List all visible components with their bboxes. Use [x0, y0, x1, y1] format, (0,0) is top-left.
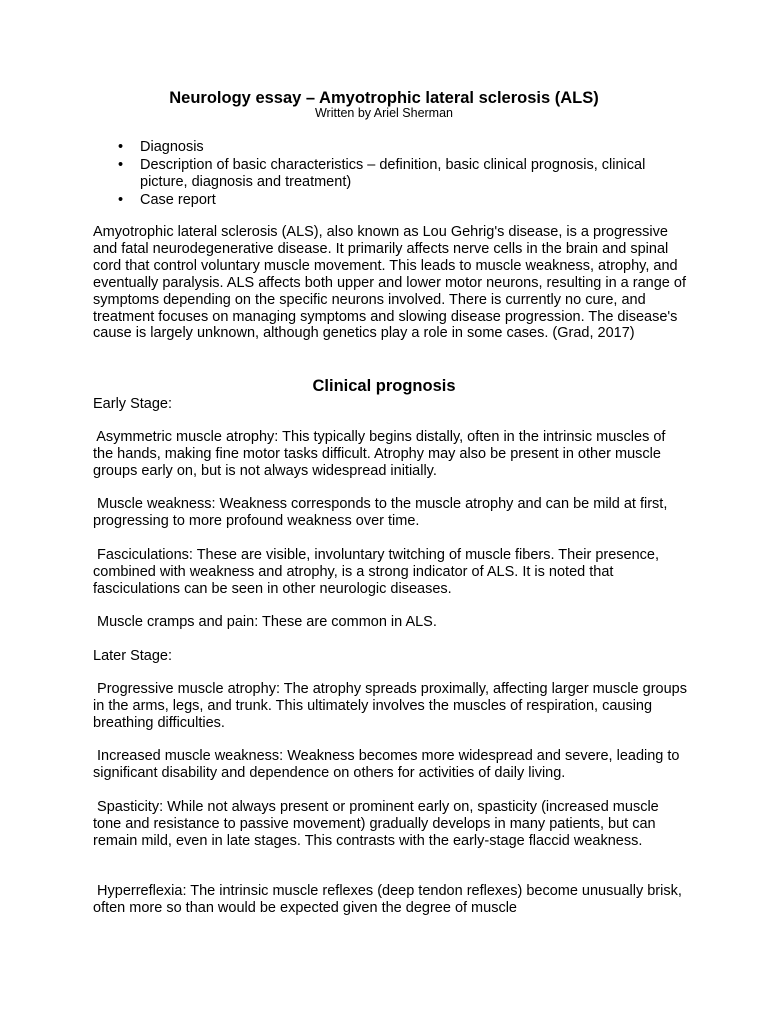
intro-paragraph: Amyotrophic lateral sclerosis (ALS), also known as Lou Gehrig's disease, is a progressive and fatal neurodegenerative disease. It primarily affects nerve cells in the brain and spinal cord that control voluntary muscle movement. This leads to muscle weakness, atrophy, and eventually paralysis. ALS affects both upper and lower motor neurons, resulting in a range of symptoms depending on the specific neurons involved. There is currently no cure, and treatment focuses on managing symptoms and slowing disease progression. The disease's cause is largely unknown, although genetics play a role in some cases. (Grad, 2017) — [93, 224, 686, 342]
symptom-text: Muscle cramps and pain: These are common in ALS. — [97, 614, 437, 630]
symptom-text: Increased muscle weakness: Weakness becomes more widespread and severe, leading to significant disability and dependence on others for activities of daily living. — [93, 748, 680, 781]
symptom-text: Muscle weakness: Weakness corresponds to the muscle atrophy and can be mild at first, progressing to more profound weakness over time. — [93, 496, 668, 529]
list-item-text: Description of basic characteristics – definition, basic clinical prognosis, clinical picture, diagnosis and treatment) — [140, 156, 646, 191]
author-line: Written by Ariel Sherman — [314, 106, 454, 120]
outline-list — [118, 139, 658, 209]
symptom-text: Hyperreflexia: The intrinsic muscle reflexes (deep tendon reflexes) become unusually brisk, often more so than would be expected given the degree of muscle — [93, 883, 682, 916]
symptom-text: Asymmetric muscle atrophy: This typically begins distally, often in the intrinsic muscles of the hands, making fine motor tasks difficult. Atrophy may also be present in other muscle groups early on, but is not always widespread initially. — [93, 429, 666, 479]
symptom-paragraph — [93, 799, 688, 850]
bullet-icon: • — [118, 139, 124, 155]
bullet-icon: • — [118, 191, 124, 208]
symptom-paragraph — [93, 429, 688, 480]
section-heading: Clinical prognosis — [312, 377, 456, 395]
symptom-text: Fasciculations: These are visible, involuntary twitching of muscle fibers. Their presence, combined with weakness and atrophy, is a strong indicator of ALS. It is noted that fasciculations can be seen in other neurologic diseases. — [93, 547, 660, 597]
symptom-paragraph — [93, 748, 688, 782]
symptom-paragraph — [93, 883, 688, 917]
list-item-text: Diagnosis — [140, 139, 204, 155]
list-item-text: Case report — [140, 191, 216, 208]
list-item — [118, 192, 658, 210]
symptom-paragraph — [93, 496, 688, 530]
stage-label: Later Stage: — [93, 648, 172, 664]
bullet-icon: • — [118, 156, 124, 173]
symptom-paragraph — [93, 547, 688, 598]
list-item — [118, 139, 658, 157]
symptom-paragraph — [93, 614, 688, 631]
symptom-text: Spasticity: While not always present or prominent early on, spasticity (increased muscle tone and resistance to passive movement) gradually develops in many patients, but can remain mild, even in late stages. This contrasts with the early-stage flaccid weakness. — [93, 799, 659, 849]
stage-label: Early Stage: — [93, 396, 172, 412]
symptom-text: Progressive muscle atrophy: The atrophy spreads proximally, affecting larger muscle groups in the arms, legs, and trunk. This ultimately involves the muscles of respiration, causing breathing difficulties. — [93, 681, 687, 731]
symptom-paragraph — [93, 681, 688, 732]
list-item — [118, 157, 658, 192]
document-title: Neurology essay – Amyotrophic lateral sclerosis (ALS) — [169, 89, 599, 107]
